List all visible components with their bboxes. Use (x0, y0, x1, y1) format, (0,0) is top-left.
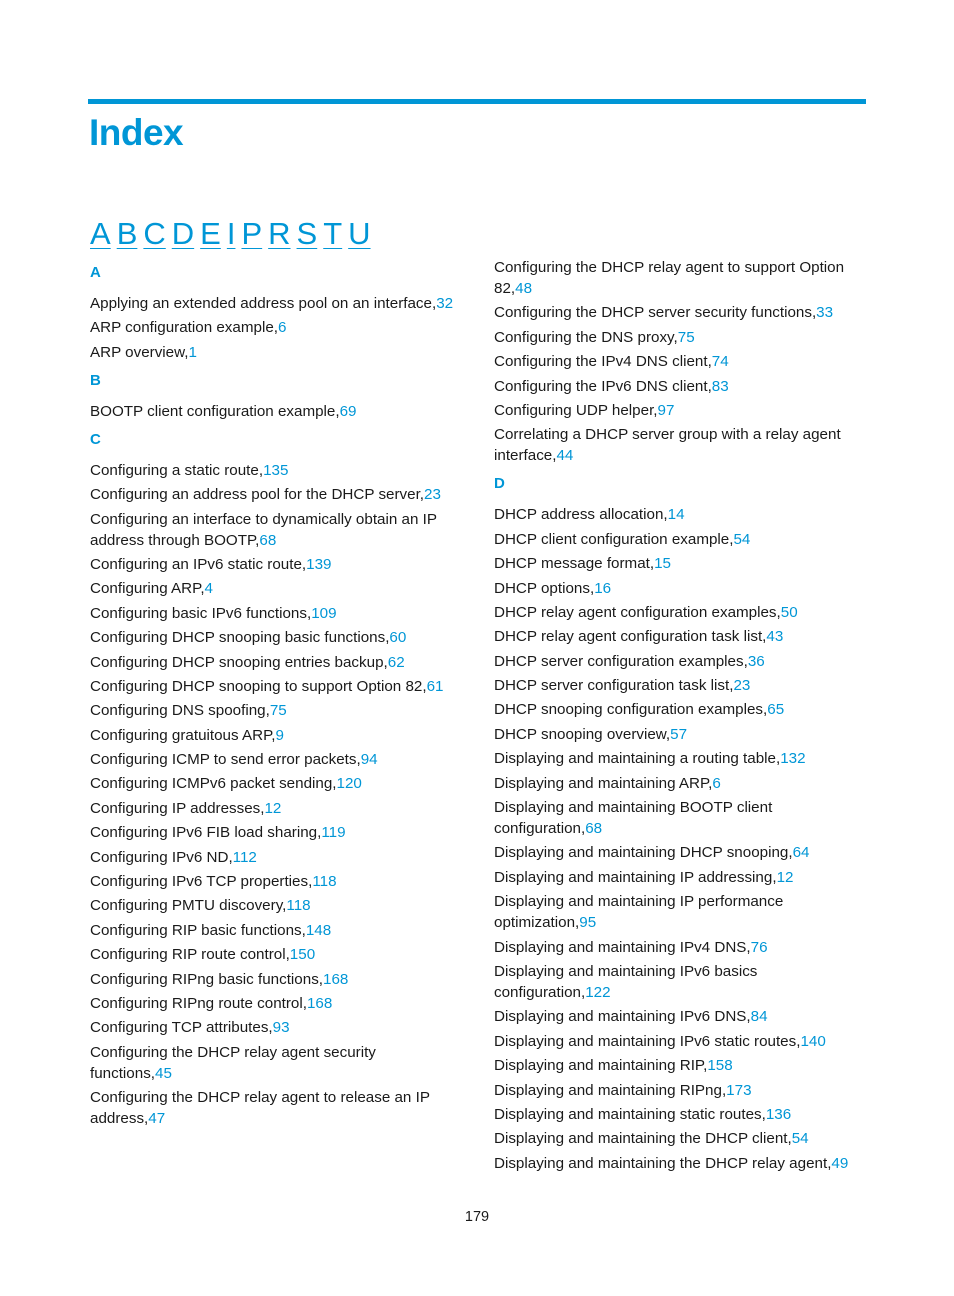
letter-heading-b: B (90, 371, 101, 389)
entry-page-link[interactable]: 168 (323, 970, 349, 988)
entry-page-link[interactable]: 135 (263, 461, 289, 479)
entry-page-link[interactable]: 112 (232, 848, 257, 866)
alpha-link-r[interactable]: R (268, 216, 291, 251)
alpha-link-a[interactable]: A (90, 216, 111, 251)
entry-page-link[interactable]: 16 (594, 579, 612, 597)
index-entry (494, 1055, 866, 1076)
entry-text: ARP overview, (90, 343, 189, 361)
entry-text: Configuring TCP attributes, (90, 1019, 273, 1037)
index-entry (494, 1104, 866, 1125)
entry-text: Configuring UDP helper, (494, 401, 658, 419)
entry-page-link[interactable]: 54 (791, 1130, 809, 1148)
entry-page-link[interactable]: 173 (726, 1081, 752, 1099)
index-entry (494, 651, 866, 672)
entry-page-link[interactable]: 23 (733, 677, 751, 695)
entry-text: Configuring RIP basic functions, (90, 921, 306, 939)
index-entry (90, 773, 462, 794)
entry-page-link[interactable]: 15 (654, 555, 671, 573)
index-entry (90, 822, 462, 843)
entry-text: Displaying and maintaining the DHCP relay agent, (494, 1154, 832, 1172)
entry-page-link[interactable]: 57 (670, 725, 688, 743)
entry-page-link[interactable]: 50 (780, 603, 798, 621)
index-column-right (494, 257, 866, 1177)
index-entry (494, 400, 866, 421)
entry-text: Displaying and maintaining static routes, (494, 1105, 766, 1123)
entry-text: Configuring DHCP snooping basic functions, (90, 629, 390, 647)
entry-page-link[interactable]: 140 (800, 1032, 826, 1050)
page-title: Index (89, 112, 184, 153)
index-entry (90, 676, 462, 697)
entry-page-link[interactable]: 97 (657, 401, 675, 419)
entry-text: Configuring DHCP snooping to support Option 82, (90, 677, 427, 695)
entry-text: Configuring PMTU discovery, (90, 897, 287, 915)
entry-page-link[interactable]: 136 (765, 1105, 792, 1123)
index-entry (494, 376, 866, 397)
entry-page-link[interactable]: 109 (311, 604, 337, 622)
entry-page-link[interactable]: 43 (766, 628, 784, 646)
entry-text: DHCP message format, (494, 555, 655, 573)
index-entry (90, 944, 462, 965)
entry-page-link[interactable]: 62 (387, 653, 405, 671)
entry-text: DHCP relay agent configuration task list, (494, 628, 767, 646)
entry-text: Displaying and maintaining the DHCP client, (494, 1130, 792, 1148)
entry-page-link[interactable]: 95 (579, 914, 597, 932)
entry-text: Displaying and maintaining IPv6 DNS, (494, 1008, 751, 1026)
entry-text: DHCP address allocation, (494, 506, 668, 524)
entry-page-link[interactable]: 74 (711, 353, 729, 371)
entry-page-link[interactable]: 48 (515, 280, 533, 297)
entry-text: Configuring the DHCP relay agent to support Option 82, (494, 259, 845, 297)
index-entry (90, 749, 462, 770)
entry-page-link[interactable]: 6 (277, 319, 287, 337)
index-entry (90, 554, 462, 575)
index-entry (90, 1017, 462, 1038)
index-entry (494, 867, 866, 888)
entry-text: Configuring the IPv4 DNS client, (494, 353, 712, 371)
alpha-link-e[interactable]: E (200, 216, 221, 251)
entry-page-link[interactable]: 23 (424, 486, 441, 504)
letter-heading-c: C (90, 430, 101, 448)
index-entry (90, 1042, 462, 1084)
index-entry (494, 529, 866, 550)
entry-page-link[interactable]: 158 (707, 1057, 733, 1075)
letter-heading-a: A (90, 264, 101, 281)
entry-page-link[interactable]: 119 (321, 824, 346, 842)
entry-page-link[interactable]: 120 (336, 775, 362, 793)
entry-page-link[interactable]: 61 (426, 677, 444, 695)
alpha-link-b[interactable]: B (116, 216, 138, 251)
alpha-link-c[interactable]: C (143, 216, 166, 251)
entry-page-link[interactable]: 76 (750, 938, 768, 956)
entry-text: Displaying and maintaining RIPng, (494, 1081, 727, 1099)
entry-page-link[interactable]: 54 (733, 530, 751, 548)
entry-page-link[interactable]: 65 (767, 701, 785, 719)
index-entry (90, 627, 462, 648)
entry-text: Displaying and maintaining IPv6 static routes, (494, 1032, 801, 1050)
index-entry (90, 652, 462, 673)
entry-page-link[interactable]: 12 (776, 868, 794, 886)
alpha-link-s[interactable]: S (296, 216, 318, 251)
entry-text: Displaying and maintaining a routing table, (494, 750, 781, 768)
alphabet-nav (90, 214, 377, 254)
alpha-link-t[interactable]: T (323, 216, 343, 251)
entry-page-link[interactable]: 84 (750, 1008, 768, 1026)
entry-text: Configuring an IPv6 static route, (90, 555, 307, 573)
entry-page-link[interactable]: 47 (148, 1110, 166, 1128)
index-entry (90, 484, 462, 505)
entry-page-link[interactable]: 64 (792, 844, 810, 862)
entry-page-link[interactable]: 150 (289, 946, 316, 964)
entry-page-link[interactable]: 60 (389, 629, 407, 647)
entry-page-link[interactable]: 69 (339, 402, 357, 420)
entry-text: Correlating a DHCP server group with a relay agent interface, (494, 426, 841, 465)
entry-page-link[interactable]: 148 (305, 921, 332, 939)
letter-heading-d: D (494, 475, 505, 493)
index-entry (90, 871, 462, 892)
index-entry (494, 302, 866, 323)
entry-text: Configuring the DHCP relay agent security functions, (90, 1043, 376, 1082)
index-entry (494, 257, 866, 299)
entry-text: Configuring DHCP snooping entries backup, (90, 653, 388, 671)
entry-text: Configuring ICMPv6 packet sending, (90, 775, 337, 793)
index-entry (90, 317, 462, 338)
index-column-left (90, 257, 462, 1133)
index-entry (90, 895, 462, 916)
entry-text: Configuring ICMP to send error packets, (90, 751, 361, 769)
entry-page-link[interactable]: 94 (360, 751, 378, 769)
entry-text: Displaying and maintaining IP performance optimization, (494, 893, 784, 932)
index-entry (90, 342, 462, 363)
alpha-link-p[interactable]: P (241, 216, 263, 251)
entry-text: DHCP client configuration example, (494, 530, 734, 548)
entry-text: Configuring RIPng route control, (90, 994, 307, 1012)
page-number: 179 (464, 1209, 490, 1225)
index-entry (494, 675, 866, 696)
index-entry (494, 504, 866, 525)
entry-page-link[interactable]: 12 (264, 799, 282, 817)
index-entry (494, 578, 866, 599)
index-entry (90, 920, 462, 941)
index-entry (494, 699, 866, 720)
entry-text: Displaying and maintaining IPv6 basics configuration, (494, 962, 758, 1001)
index-entry (494, 797, 866, 839)
alpha-link-d[interactable]: D (171, 216, 195, 251)
entry-page-link[interactable]: 139 (306, 555, 332, 573)
index-entry (90, 293, 462, 314)
entry-page-link[interactable]: 36 (747, 652, 765, 670)
entry-text: Displaying and maintaining IP addressing, (494, 868, 777, 886)
entry-page-link[interactable]: 44 (556, 447, 574, 465)
entry-text: Configuring ARP, (90, 580, 205, 598)
index-entry (90, 700, 462, 721)
index-entry (90, 401, 462, 422)
entry-text: Configuring gratuitous ARP, (90, 726, 276, 744)
index-entry (494, 961, 866, 1003)
entry-text: Displaying and maintaining BOOTP client configuration, (494, 799, 773, 838)
entry-text: BOOTP client configuration example, (90, 402, 340, 420)
entry-page-link[interactable]: 32 (436, 295, 454, 312)
entry-text: Configuring IPv6 FIB load sharing, (90, 824, 322, 842)
entry-text: DHCP snooping overview, (494, 725, 671, 743)
index-entry (494, 602, 866, 623)
entry-page-link[interactable]: 1 (188, 343, 197, 361)
index-entry (494, 1153, 866, 1174)
index-entry (90, 460, 462, 481)
entry-text: Configuring the IPv6 DNS client, (494, 377, 712, 395)
index-entry (90, 993, 462, 1014)
entry-text: Configuring IPv6 ND, (90, 848, 233, 866)
entry-page-link[interactable]: 68 (259, 531, 277, 549)
entry-page-link[interactable]: 68 (585, 820, 603, 838)
entry-text: Configuring IPv6 TCP properties, (90, 873, 313, 891)
entry-text: Configuring DNS spoofing, (90, 702, 270, 720)
entry-text: Configuring the DHCP server security functions, (494, 304, 817, 322)
entry-text: ARP configuration example, (90, 319, 278, 337)
entry-text: DHCP server configuration examples, (494, 652, 748, 670)
entry-text: Configuring the DNS proxy, (494, 328, 678, 346)
entry-page-link[interactable]: 168 (306, 994, 333, 1012)
index-entry (494, 1031, 866, 1052)
entry-text: Configuring an address pool for the DHCP server, (90, 486, 425, 504)
index-entry (90, 725, 462, 746)
entry-page-link[interactable]: 93 (272, 1019, 290, 1037)
entry-page-link[interactable]: 118 (286, 897, 311, 915)
entry-text: Configuring a static route, (90, 461, 264, 479)
entry-text: DHCP options, (494, 579, 595, 597)
entry-text: Displaying and maintaining IPv4 DNS, (494, 938, 751, 956)
index-entry (90, 969, 462, 990)
alpha-link-i[interactable]: I (226, 216, 236, 251)
index-entry (90, 509, 462, 551)
entry-text: Displaying and maintaining DHCP snooping, (494, 844, 793, 862)
index-entry (494, 1006, 866, 1027)
index-entry (494, 842, 866, 863)
entry-text: Configuring RIPng basic functions, (90, 970, 324, 988)
index-entry (494, 748, 866, 769)
entry-page-link[interactable]: 33 (816, 304, 834, 322)
entry-page-link[interactable]: 122 (585, 983, 611, 1001)
title-rule (88, 99, 866, 104)
index-entry (494, 1080, 866, 1101)
entry-text: Configuring RIP route control, (90, 946, 290, 964)
index-entry (90, 1087, 462, 1129)
entry-text: Configuring the DHCP relay agent to release an IP address, (90, 1089, 430, 1128)
entry-text: DHCP snooping configuration examples, (494, 701, 768, 719)
entry-text: Configuring IP addresses, (90, 799, 265, 817)
index-entry (494, 773, 866, 794)
index-entry (494, 553, 866, 574)
entry-text: Configuring basic IPv6 functions, (90, 604, 312, 622)
index-entry (90, 798, 462, 819)
index-entry (494, 424, 866, 466)
entry-text: Applying an extended address pool on an interface, (90, 295, 437, 312)
entry-text: DHCP server configuration task list, (494, 677, 734, 695)
entry-page-link[interactable]: 4 (204, 580, 213, 598)
entry-text: DHCP relay agent configuration examples, (494, 603, 781, 621)
entry-page-link[interactable]: 45 (155, 1064, 172, 1082)
index-entry (90, 603, 462, 624)
entry-page-link[interactable]: 6 (712, 774, 721, 792)
entry-page-link[interactable]: 75 (677, 328, 695, 346)
index-entry (494, 351, 866, 372)
entry-page-link[interactable]: 132 (780, 750, 806, 768)
index-entry (494, 724, 866, 745)
alpha-link-u[interactable]: U (348, 216, 371, 251)
index-entry (90, 578, 462, 599)
entry-page-link[interactable]: 75 (269, 702, 287, 720)
entry-text: Displaying and maintaining RIP, (494, 1057, 708, 1075)
entry-page-link[interactable]: 49 (831, 1154, 849, 1172)
entry-page-link[interactable]: 9 (275, 726, 284, 744)
entry-page-link[interactable]: 14 (667, 506, 685, 524)
entry-text: Configuring an interface to dynamically obtain an IP address through BOOTP, (90, 510, 437, 549)
entry-page-link[interactable]: 118 (312, 873, 337, 891)
index-entry (494, 891, 866, 933)
index-entry (90, 847, 462, 868)
index-entry (494, 937, 866, 958)
entry-text: Displaying and maintaining ARP, (494, 774, 713, 792)
index-entry (494, 327, 866, 348)
index-entry (494, 1128, 866, 1149)
index-entry (494, 626, 866, 647)
entry-page-link[interactable]: 83 (711, 377, 729, 395)
